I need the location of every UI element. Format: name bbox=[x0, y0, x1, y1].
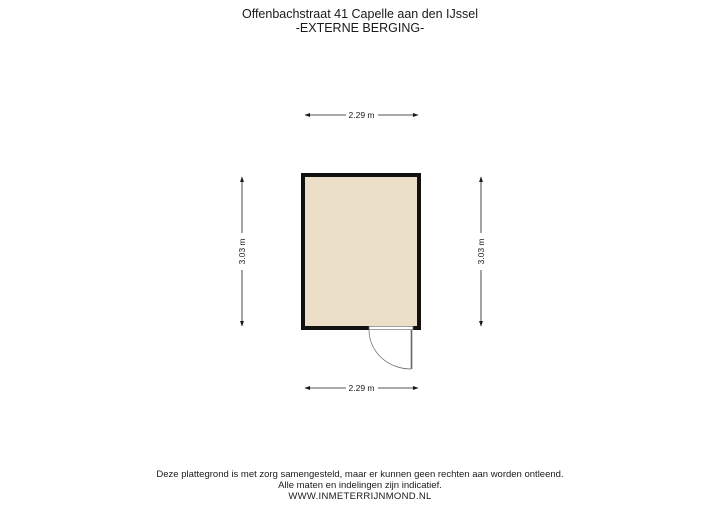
right-height-label: 3.03 m bbox=[476, 238, 486, 265]
storage-room bbox=[301, 173, 421, 330]
disclaimer-text: Deze plattegrond is met zorg samengesteld, maar er kunnen geen rechten aan worden ontleend. bbox=[156, 469, 564, 480]
left-height-label: 3.03 m bbox=[237, 238, 247, 265]
indicative-note: Alle maten en indelingen zijn indicatief. bbox=[278, 480, 442, 491]
floor-name-title: -EXTERNE BERGING- bbox=[295, 21, 425, 35]
bottom-width-dimension bbox=[305, 383, 418, 393]
right-height-dimension bbox=[476, 177, 486, 326]
door bbox=[369, 326, 413, 369]
room-floor bbox=[305, 177, 417, 326]
website-text: WWW.INMETERRIJNMOND.NL bbox=[288, 491, 432, 502]
door-swing-arc bbox=[369, 330, 411, 369]
bottom-width-label: 2.29 m bbox=[348, 383, 375, 393]
top-width-label: 2.29 m bbox=[348, 110, 375, 120]
address-title: Offenbachstraat 41 Capelle aan den IJssel bbox=[241, 7, 479, 21]
top-width-dimension bbox=[305, 110, 418, 120]
left-height-dimension bbox=[237, 177, 247, 326]
